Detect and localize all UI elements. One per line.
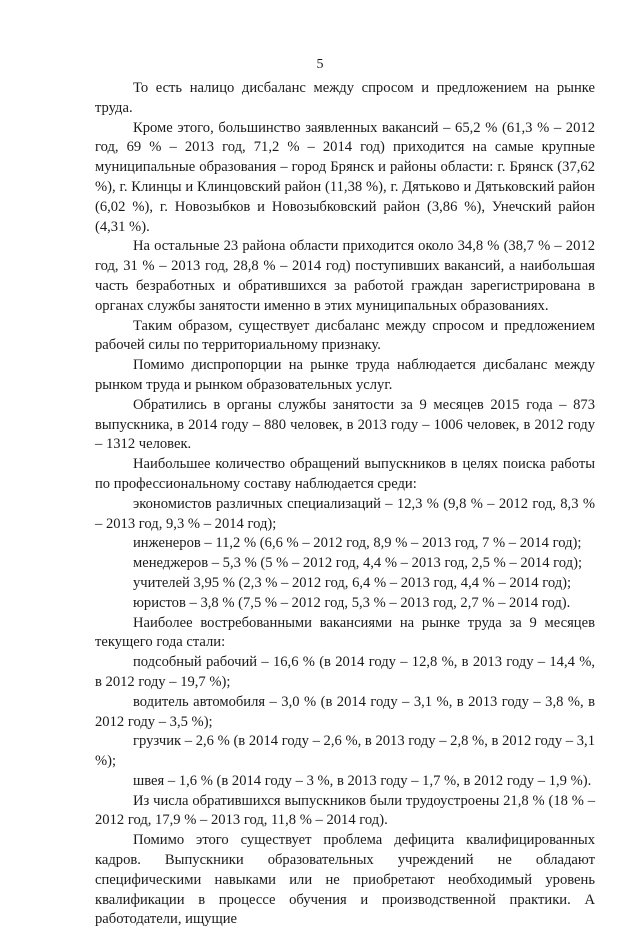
paragraph: Помимо диспропорции на рынке труда наблюдается дисбаланс между рынком труда и рынком образовательных услуг.: [95, 357, 595, 393]
paragraph: водитель автомобиля – 3,0 % (в 2014 году – 3,1 %, в 2013 году – 3,8 %, в 2012 году – 3,5 %);: [95, 693, 595, 730]
paragraph: Из числа обратившихся выпускников были трудоустроены 21,8 % (18 % – 2012 год, 17,9 % – 2013 год, 11,8 % – 2014 год).: [95, 792, 595, 829]
paragraph: Таким образом, существует дисбаланс между спросом и предложением рабочей силы по территориальному признаку.: [95, 317, 595, 354]
paragraph: учителей 3,95 % (2,3 % – 2012 год, 6,4 % – 2013 год, 4,4 % – 2014 год);: [133, 574, 572, 591]
paragraph: экономистов различных специализаций – 12,3 % (9,8 % – 2012 год, 8,3 % – 2013 год, 9,3 % – 2014 год);: [95, 495, 595, 532]
document-body: [95, 79, 595, 930]
paragraph: инженеров – 11,2 % (6,6 % – 2012 год, 8,9 % – 2013 год, 7 % – 2014 год);: [133, 535, 582, 552]
paragraph: швея – 1,6 % (в 2014 году – 3 %, в 2013 году – 1,7 %, в 2012 году – 1,9 %).: [133, 772, 592, 789]
paragraph: Наибольшее количество обращений выпускников в целях поиска работы по профессиональному составу наблюдается среди:: [95, 456, 595, 492]
paragraph: менеджеров – 5,3 % (5 % – 2012 год, 4,4 % – 2013 год, 2,5 % – 2014 год);: [133, 555, 582, 572]
page-number: 5: [316, 57, 324, 72]
paragraph: Помимо этого существует проблема дефицита квалифицированных кадров. Выпускники образовательных учреждений не обладают специфическими навыками или не приобретают необходимый уровень квалификации в процессе обучения и производственной практики. А работодатели, ищущие: [95, 832, 595, 928]
paragraph: юристов – 3,8 % (7,5 % – 2012 год, 5,3 % – 2013 год, 2,7 % – 2014 год).: [133, 594, 571, 611]
paragraph: Кроме этого, большинство заявленных вакансий – 65,2 % (61,3 % – 2012 год, 69 % – 2013 год, 71,2 % – 2014 год) приходится на самые крупные муниципальные образования – город Брянск и районы области: г. Брянск (37,62 %), г. Клинцы и Клинцовский район (11,38 %), г. Дятьково и Дятьковский район (6,02 %), г. Новозыбков и Новозыбковский район (3,86 %), Унечский район (4,31 %).: [95, 119, 595, 235]
paragraph: То есть налицо дисбаланс между спросом и предложением на рынке труда.: [95, 80, 595, 116]
paragraph: грузчик – 2,6 % (в 2014 году – 2,6 %, в 2013 году – 2,8 %, в 2012 году – 3,1 %);: [95, 733, 595, 770]
paragraph: Обратились в органы службы занятости за 9 месяцев 2015 года – 873 выпускника, в 2014 году – 880 человек, в 2013 году – 1006 человек, в 2012 году – 1312 человек.: [95, 396, 595, 453]
paragraph: подсобный рабочий – 16,6 % (в 2014 году – 12,8 %, в 2013 году – 14,4 %, в 2012 году – 19,7 %);: [95, 654, 595, 690]
paragraph: Наиболее востребованными вакансиями на рынке труда за 9 месяцев текущего года стали:: [95, 614, 595, 651]
paragraph: На остальные 23 района области приходится около 34,8 % (38,7 % – 2012 год, 31 % – 2013 год, 28,8 % – 2014 год) поступивших вакансий, а наибольшая часть безработных и обратившихся за работой граждан зарегистрирована в органах службы занятости именно в этих муниципальных образованиях.: [95, 238, 595, 314]
